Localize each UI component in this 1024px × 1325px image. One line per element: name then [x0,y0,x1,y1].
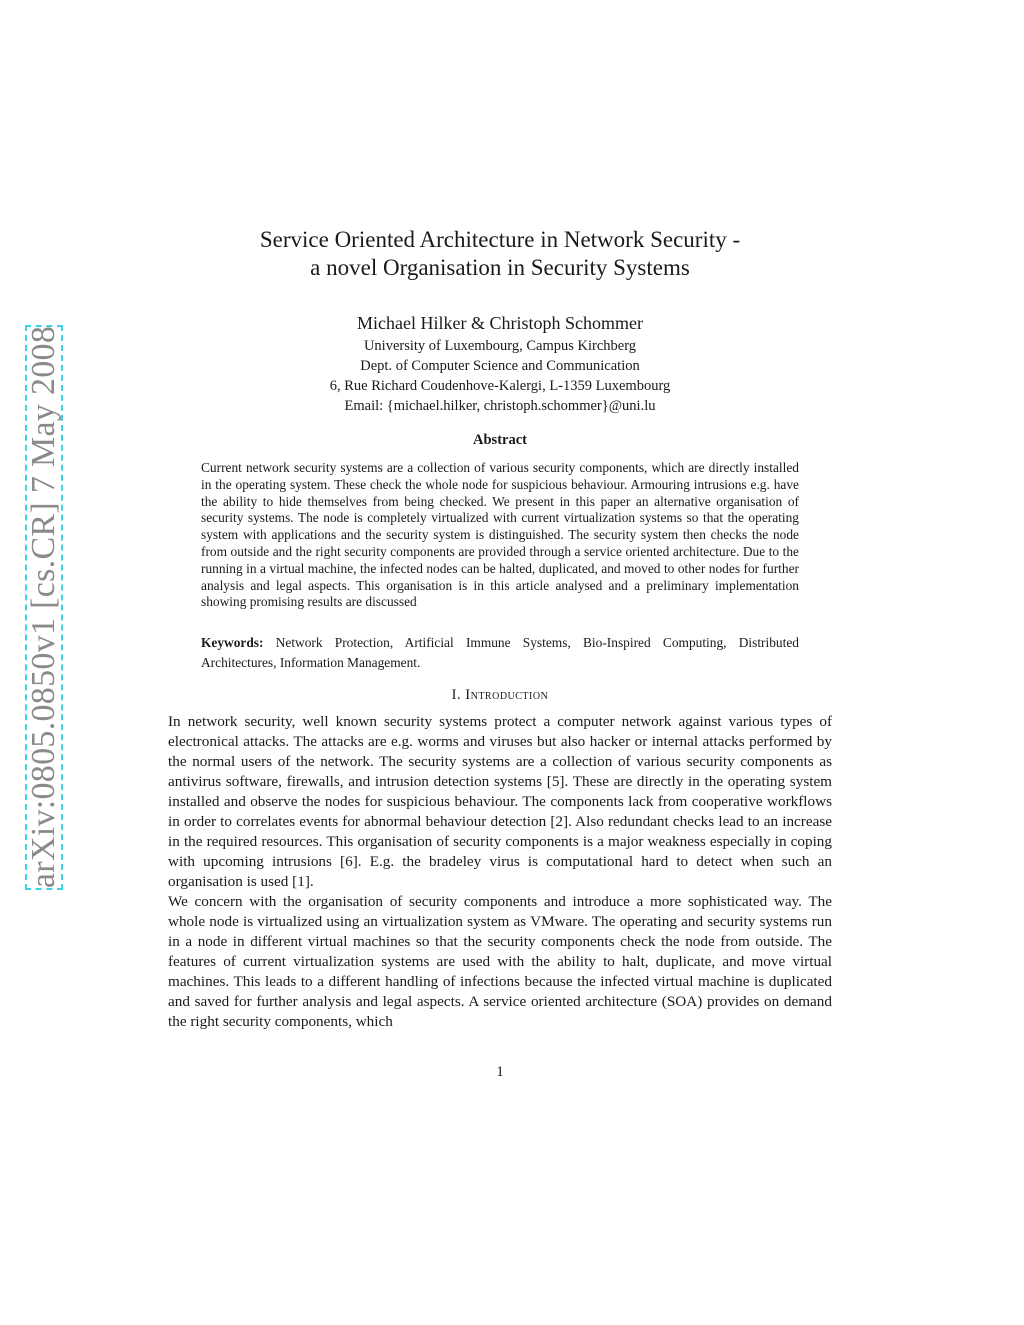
abstract-heading: Abstract [473,432,527,448]
keywords-label: Keywords: [201,635,264,650]
keywords-block [201,633,799,673]
introduction-paragraph-2: We concern with the organisation of security components and introduce a more sophisticated way. The whole node is virtualized using an virtualization system as VMware. The operating and security systems run in a node in different virtual machines so that the security components check the node from outside. The features of current virtualization systems are used with the ability to halt, duplicate, and move virtual machines. This leads to a different handling of infections because the infected virtual machine is duplicated and saved for further analysis and legal aspects. A service oriented architecture (SOA) provides on demand the right security components, which [168,893,832,1030]
title-line-1: Service Oriented Architecture in Network Security - [259,227,741,252]
abstract-text: Current network security systems are a collection of various security components, which are directly installed in the operating system. These check the whole node for suspicious behaviour. Armouring intrusions e.g. have the ability to hide themselves from being checked. We present in this paper an alternative organisation of security systems. The node is completely virtualized with current virtualization systems so that the operating system with applications and the security system is distinguished. The security system then checks the node from outside and the right security components are provided through a service oriented architecture. Due to the running in a virtual machine, the infected nodes can be halted, duplicated, and moved to other nodes for further analysis and legal aspects. This organisation is in this article analysed and a preliminary implementation showing promising results are discussed [201,460,799,610]
keywords-list: Network Protection, Artificial Immune Systems, Bio-Inspired Computing, Distributed Architectures, Information Management. [201,635,799,670]
section-title: Introduction [465,687,549,703]
paper-title [0,226,1000,282]
affiliation-department: Dept. of Computer Science and Communication [360,358,640,374]
affiliation-address: 6, Rue Richard Coudenhove-Kalergi, L-1359 Luxembourg [329,378,671,394]
page-number: 1 [496,1064,504,1080]
affiliation-university: University of Luxembourg, Campus Kirchberg [363,338,637,354]
author-list: Michael Hilker & Christoph Schommer [357,313,643,333]
section-heading-introduction [0,687,1000,704]
introduction-body [168,712,832,1032]
affiliation-block [0,336,1000,416]
introduction-paragraph-1: In network security, well known security systems protect a computer network against various types of electronical attacks. The attacks are e.g. worms and viruses but also hacker or internal attacks performed by the normal users of the network. The security systems are a collection of various security components as antivirus software, firewalls, and intrusion detection systems [5]. These are directly in the operating system installed and observe the nodes for suspicious behaviour. The components lack from cooperative workflows in order to correlates events for abnormal behaviour detection [2]. Also redundant checks lead to an increase in the required resources. This organisation of security components is a major weakness especially in coping with upcoming intrusions [6]. E.g. the bradeley virus is computational hard to detect when such an organisation is used [1]. [168,713,832,890]
section-number: I. [451,687,462,703]
affiliation-email: Email: {michael.hilker, christoph.schommer}@uni.lu [344,398,656,414]
arxiv-identifier: arXiv:0805.0850v1 [cs.CR] 7 May 2008 [25,325,62,889]
title-line-2: a novel Organisation in Security Systems [310,255,690,280]
